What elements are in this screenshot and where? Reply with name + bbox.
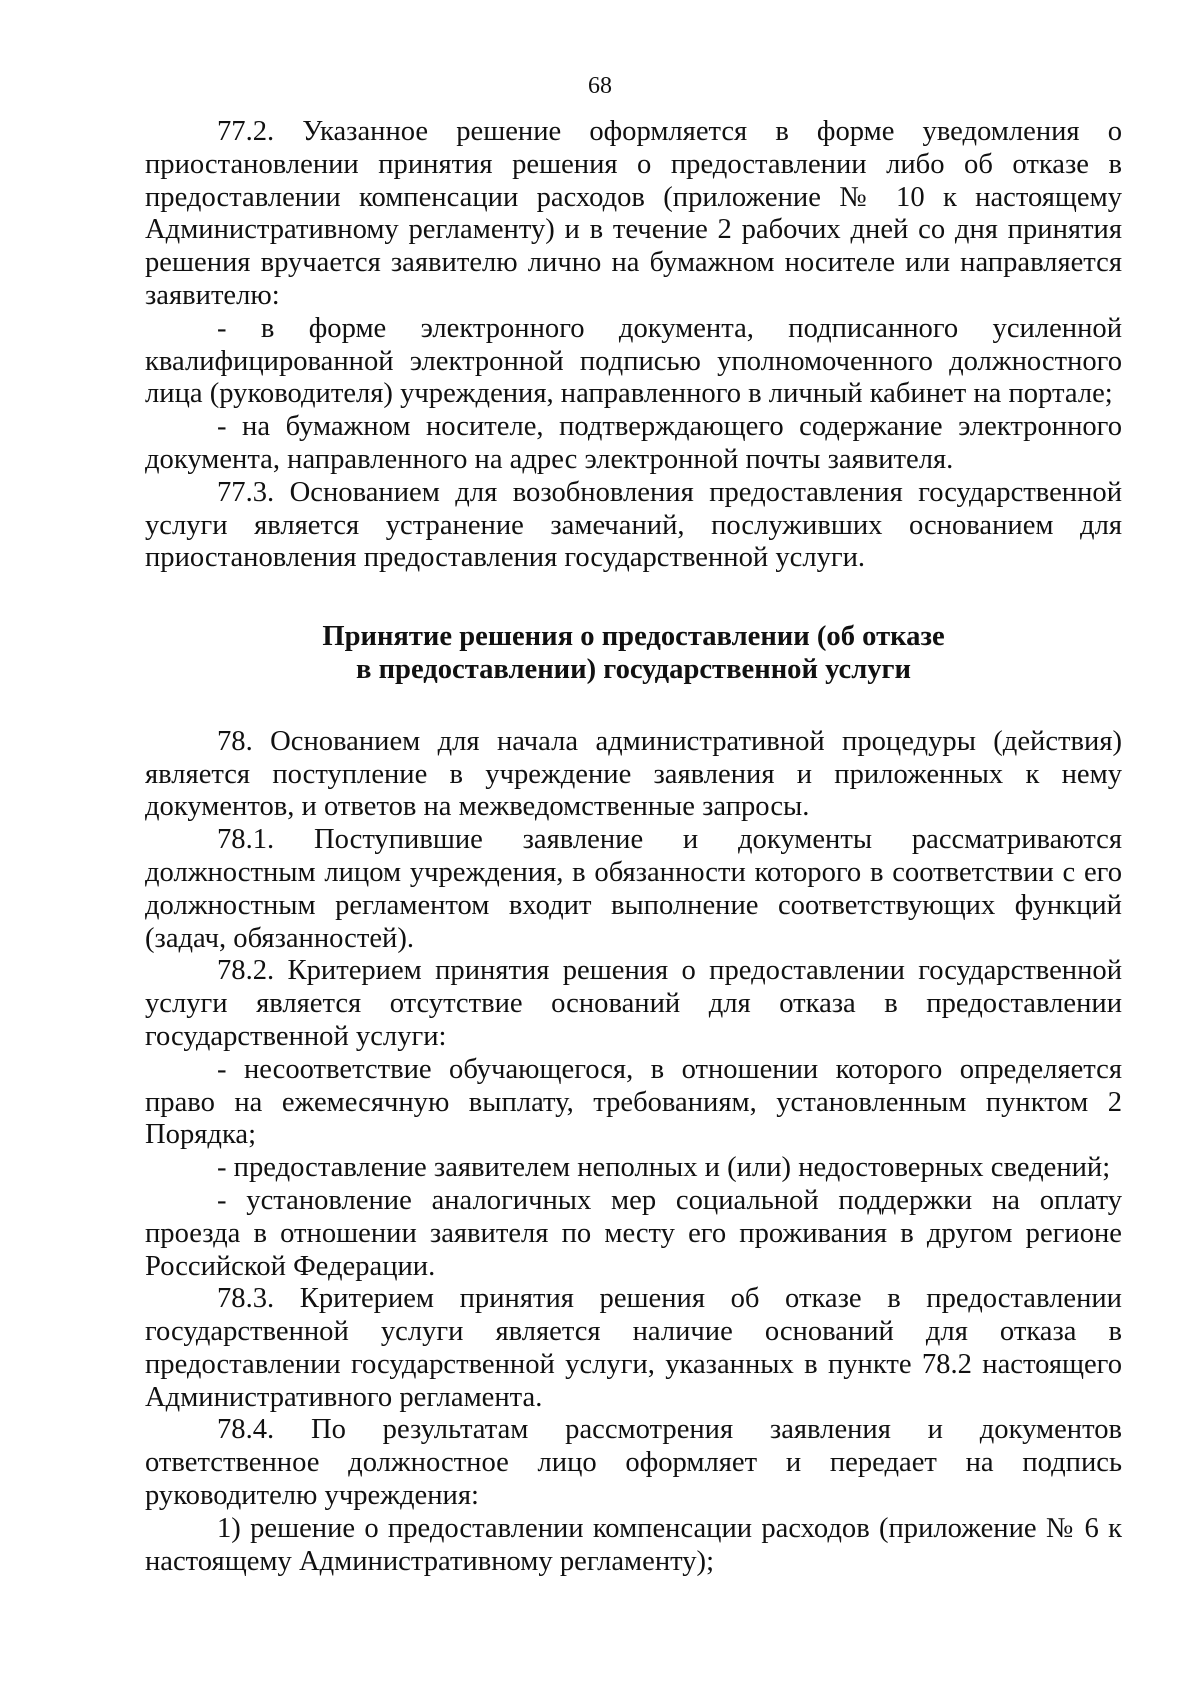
spacer	[145, 575, 1122, 621]
list-item-electronic-document: - в форме электронного документа, подписанного усиленной квалифицированной электронной подписью уполномоченного должностного лица (руководителя) учреждения, направленного в личный кабинет на портале;	[145, 312, 1122, 410]
list-item-decision-grant: 1) решение о предоставлении компенсации расходов (приложение № 6 к настоящему Административному регламенту);	[145, 1512, 1122, 1577]
paragraph-77-2: 77.2. Указанное решение оформляется в форме уведомления о приостановлении принятия решения о предоставлении либо об отказе в предоставлении компенсации расходов (приложение № 10 к настоящему Административному регламенту) и в течение 2 рабочих дней со дня принятия решения вручается заявителю лично на бумажном носителе или направляется заявителю:	[145, 116, 1122, 311]
spacer	[145, 687, 1122, 726]
section-heading-line-1: Принятие решения о предоставлении (об отказе	[322, 621, 945, 653]
section-heading	[145, 621, 1122, 687]
paragraph-78-4: 78.4. По результатам рассмотрения заявления и документов ответственное должностное лицо оформляет и передает на подпись руководителю учреждения:	[145, 1414, 1122, 1512]
document-body	[145, 116, 1122, 1578]
paragraph-78-3: 78.3. Критерием принятия решения об отказе в предоставлении государственной услуги является наличие оснований для отказа в предоставлении государственной услуги, указанных в пункте 78.2 настоящего Административного регламента.	[145, 1283, 1122, 1413]
list-item-paper-document: - на бумажном носителе, подтверждающего содержание электронного документа, направленного на адрес электронной почты заявителя.	[145, 411, 1122, 475]
list-item-incomplete-info: - предоставление заявителем неполных и (или) недостоверных сведений;	[217, 1152, 1111, 1184]
paragraph-77-3: 77.3. Основанием для возобновления предоставления государственной услуги является устранение замечаний, послуживших основанием для приостановления предоставления государственной услуги.	[145, 476, 1122, 574]
section-heading-line-2: в предоставлении) государственной услуги	[355, 653, 911, 685]
paragraph-78-1: 78.1. Поступившие заявление и документы рассматриваются должностным лицом учреждения, в обязанности которого в соответствии с его должностным регламентом входит выполнение соответствующих функций (задач, обязанностей).	[145, 824, 1122, 954]
list-item-noncompliance: - несоответствие обучающегося, в отношении которого определяется право на ежемесячную выплату, требованиям, установленным пунктом 2 Порядка;	[145, 1053, 1122, 1151]
paragraph-78: 78. Основанием для начала административной процедуры (действия) является поступление в учреждение заявления и приложенных к нему документов, и ответов на межведомственные запросы.	[145, 725, 1122, 823]
list-item-similar-support: - установление аналогичных мер социальной поддержки на оплату проезда в отношении заявителя по месту его проживания в другом регионе Российской Федерации.	[145, 1184, 1122, 1282]
page-number: 68	[588, 73, 612, 99]
paragraph-78-2: 78.2. Критерием принятия решения о предоставлении государственной услуги является отсутствие оснований для отказа в предоставлении государственной услуги:	[145, 955, 1122, 1052]
